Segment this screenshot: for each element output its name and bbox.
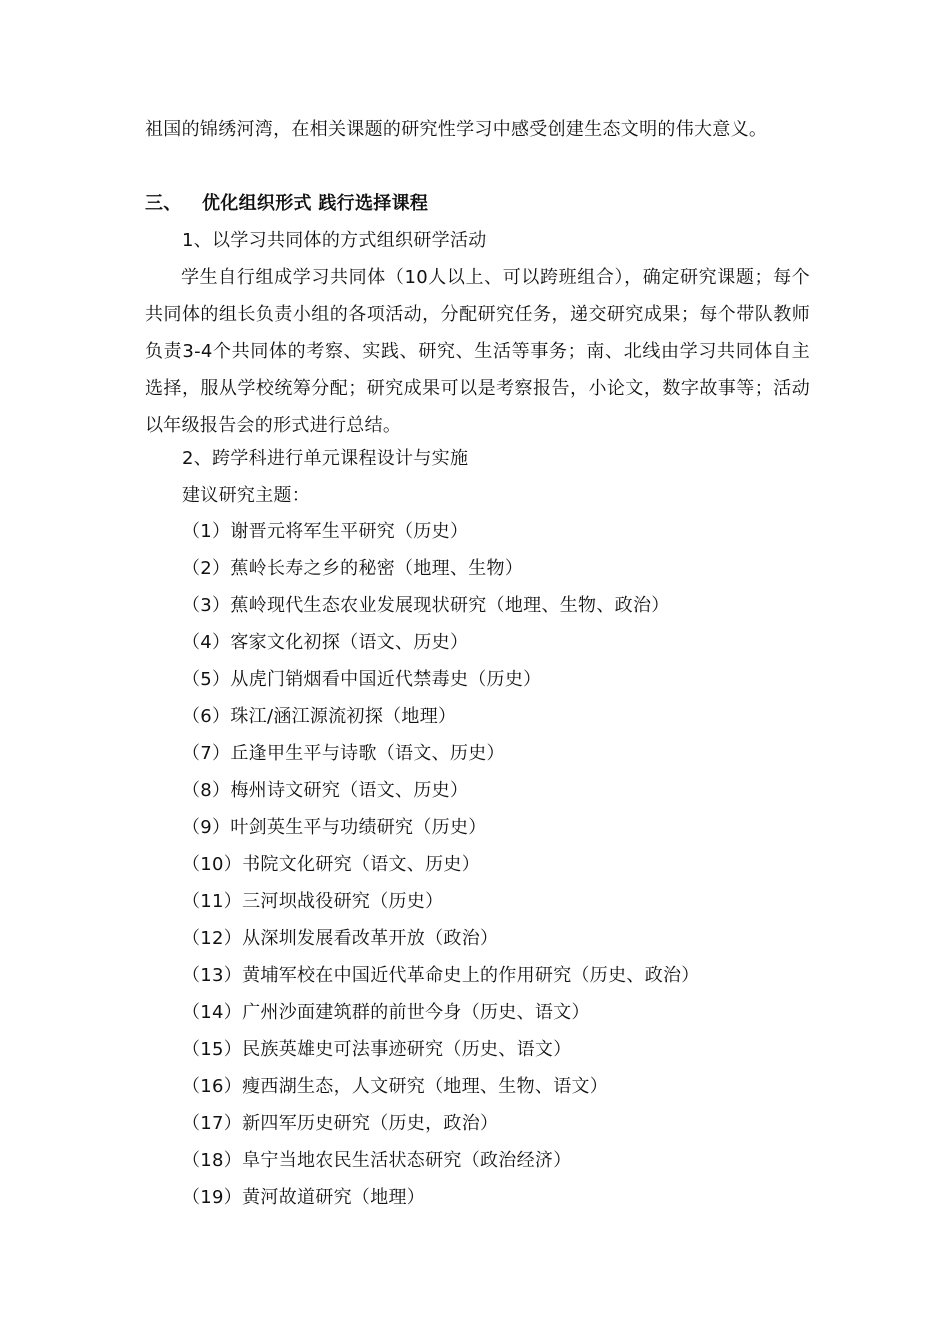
section-number: 三、 <box>145 193 182 214</box>
topics-label: 建议研究主题： <box>182 485 311 506</box>
subsection-1-heading: 1、以学习共同体的方式组织研学活动 <box>182 230 487 251</box>
section-title: 优化组织形式 践行选择课程 <box>202 193 429 214</box>
topic-item: （3）蕉岭现代生态农业发展现状研究（地理、生物、政治） <box>182 595 670 616</box>
topic-item: （15）民族英雄史可法事迹研究（历史、语文） <box>182 1039 572 1060</box>
topic-item: （19）黄河故道研究（地理） <box>182 1187 426 1208</box>
topic-item: （12）从深圳发展看改革开放（政治） <box>182 928 499 949</box>
topic-item: （18）阜宁当地农民生活状态研究（政治经济） <box>182 1150 572 1171</box>
topic-item: （14）广州沙面建筑群的前世今身（历史、语文） <box>182 1002 590 1023</box>
topics-list <box>182 520 700 1223</box>
topic-item: （1）谢晋元将军生平研究（历史） <box>182 521 469 542</box>
intro-line: 祖国的锦绣河湾，在相关课题的研究性学习中感受创建生态文明的伟大意义。 <box>145 119 768 140</box>
section-heading <box>145 192 428 216</box>
topic-item: （2）蕉岭长寿之乡的秘密（地理、生物） <box>182 558 524 579</box>
topic-item: （7）丘逢甲生平与诗歌（语文、历史） <box>182 743 505 764</box>
topic-item: （4）客家文化初探（语文、历史） <box>182 632 469 653</box>
topic-item: （9）叶剑英生平与功绩研究（历史） <box>182 817 487 838</box>
topic-item: （5）从虎门销烟看中国近代禁毒史（历史） <box>182 669 542 690</box>
topic-item: （10）书院文化研究（语文、历史） <box>182 854 481 875</box>
topic-item: （16）瘦西湖生态，人文研究（地理、生物、语文） <box>182 1076 609 1097</box>
topic-item: （6）珠江/涵江源流初探（地理） <box>182 706 457 727</box>
topic-item: （11）三河坝战役研究（历史） <box>182 891 444 912</box>
topic-item: （13）黄埔军校在中国近代革命史上的作用研究（历史、政治） <box>182 965 700 986</box>
topic-item: （17）新四军历史研究（历史，政治） <box>182 1113 499 1134</box>
subsection-2-heading: 2、跨学科进行单元课程设计与实施 <box>182 448 469 469</box>
subsection-1-paragraph: 学生自行组成学习共同体（10人以上、可以跨班组合），确定研究课题；每个共同体的组长负责小组的各项活动，分配研究任务，递交研究成果；每个带队教师负责3-4个共同体的考察、实践、研究、生活等事务；南、北线由学习共同体自主选择，服从学校统筹分配；研究成果可以是考察报告，小论文，数字故事等；活动以年级报告会的形式进行总结。 <box>145 267 810 436</box>
topic-item: （8）梅州诗文研究（语文、历史） <box>182 780 469 801</box>
